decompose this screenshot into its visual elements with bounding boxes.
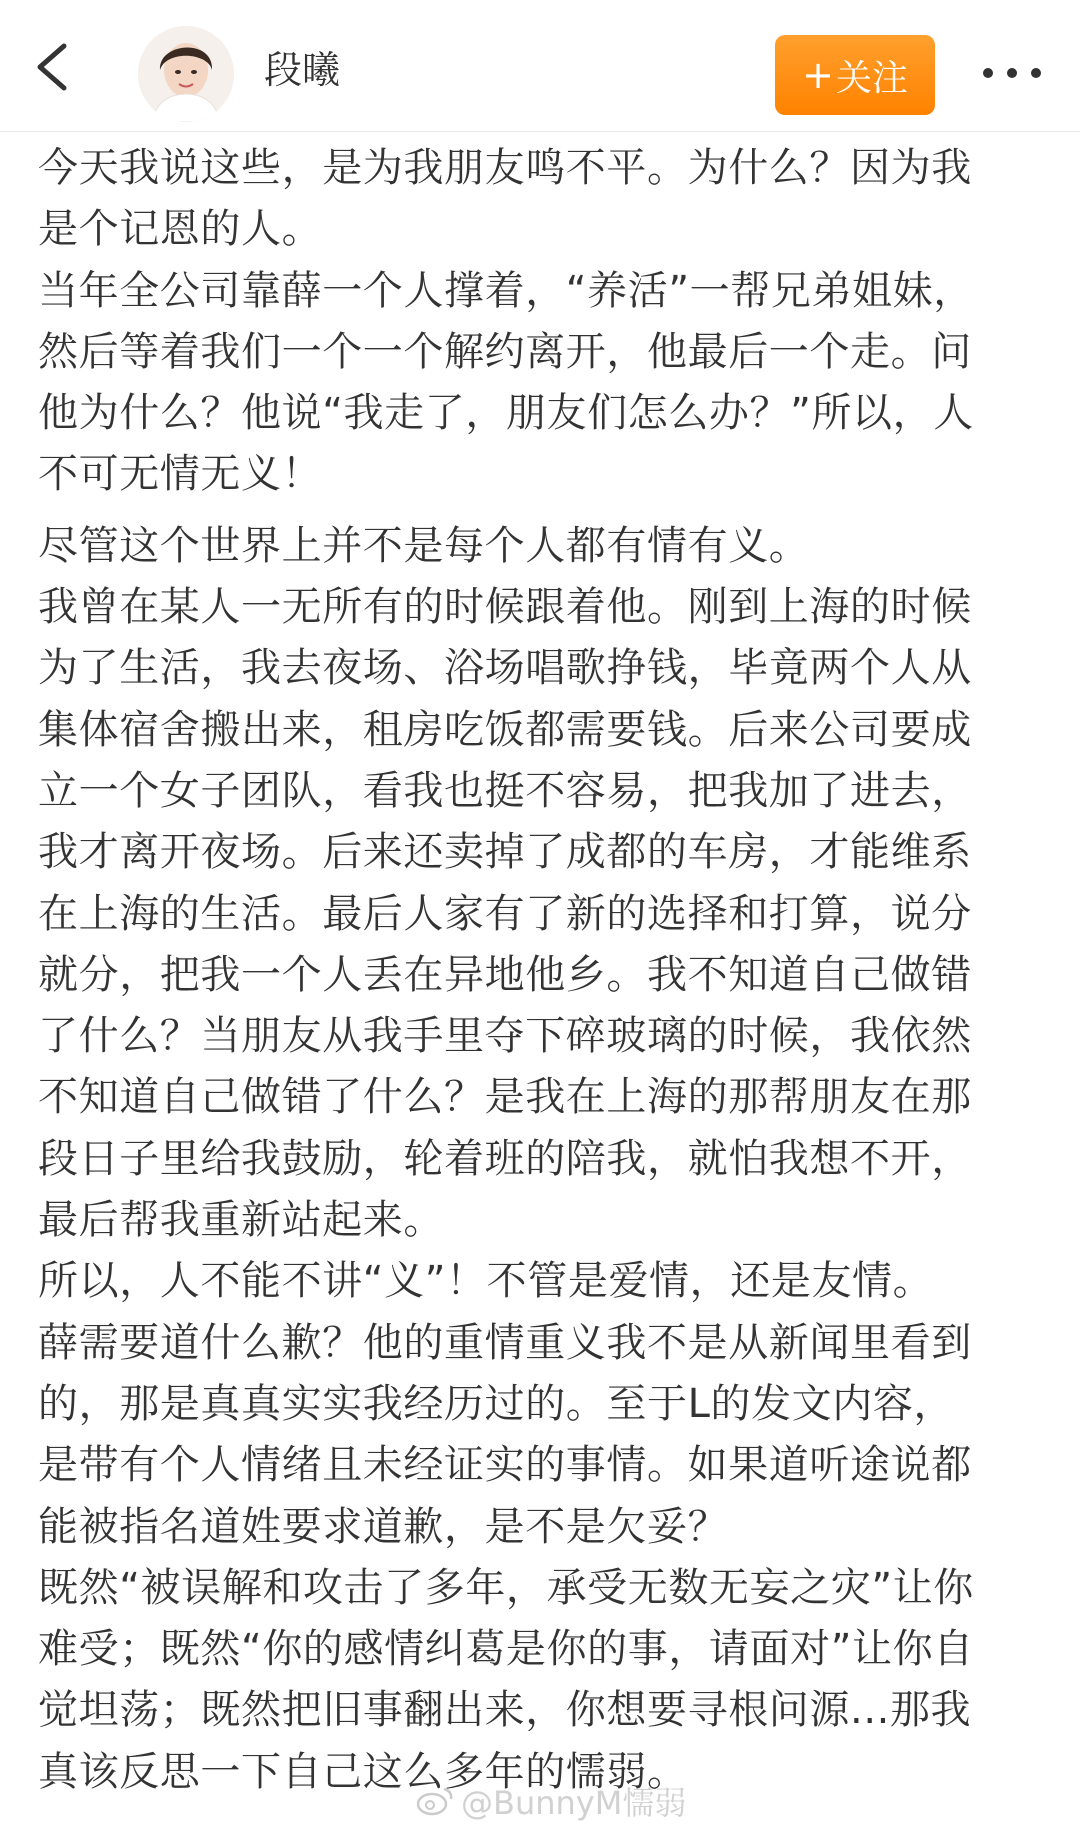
text-line: 然后等着我们一个一个解约离开，他最后一个走。问 bbox=[38, 328, 972, 375]
user-nickname[interactable]: 段曦 bbox=[264, 48, 341, 92]
text-line: 是个记恩的人。 bbox=[38, 206, 323, 253]
text-line: 了什么？当朋友从我手里夺下碎玻璃的时候，我依然 bbox=[38, 1013, 972, 1060]
text-line: 为了生活，我去夜场、浴场唱歌挣钱，毕竟两个人从 bbox=[38, 645, 972, 692]
follow-button[interactable] bbox=[775, 35, 935, 115]
plus-icon: + bbox=[802, 53, 834, 97]
post-paragraph bbox=[38, 138, 1058, 506]
text-line: 在上海的生活。最后人家有了新的选择和打算，说分 bbox=[38, 890, 972, 937]
text-line: 就分，把我一个人丢在异地他乡。我不知道自己做错 bbox=[38, 951, 972, 998]
avatar-image bbox=[138, 26, 234, 122]
text-line: 段日子里给我鼓励，轮着班的陪我，就怕我想不开， bbox=[38, 1135, 972, 1182]
more-dots-icon bbox=[980, 55, 1044, 91]
text-line: 集体宿舍搬出来，租房吃饭都需要钱。后来公司要成 bbox=[38, 706, 972, 753]
text-line: 当年全公司靠薛一个人撑着，“养活”一帮兄弟姐妹， bbox=[38, 267, 974, 314]
text-line: 觉坦荡；既然把旧事翻出来，你想要寻根问源...那我 bbox=[38, 1687, 972, 1734]
text-line: 立一个女子团队，看我也挺不容易，把我加了进去， bbox=[38, 767, 972, 814]
post-body bbox=[38, 138, 1058, 1803]
text-line: 今天我说这些，是为我朋友鸣不平。为什么？因为我 bbox=[38, 145, 972, 191]
chevron-left-icon bbox=[28, 40, 82, 94]
follow-label: 关注 bbox=[835, 57, 908, 99]
text-line: 不知道自己做错了什么？是我在上海的那帮朋友在那 bbox=[38, 1074, 972, 1121]
text-line: 能被指名道姓要求道歉，是不是欠妥？ bbox=[38, 1503, 729, 1550]
text-line: 薛需要道什么歉？他的重情重义我不是从新闻里看到 bbox=[38, 1319, 972, 1366]
paragraph-gap bbox=[38, 506, 1058, 516]
text-line: 所以，人不能不讲“义”！不管是爱情，还是友情。 bbox=[38, 1258, 934, 1305]
text-line: 既然“被误解和攻击了多年，承受无数无妄之灾”让你 bbox=[38, 1564, 974, 1611]
back-button[interactable] bbox=[28, 40, 82, 94]
text-line: 我才离开夜场。后来还卖掉了成都的车房，才能维系 bbox=[38, 829, 972, 876]
avatar[interactable] bbox=[138, 26, 234, 122]
text-line: 的，那是真真实实我经历过的。至于L的发文内容， bbox=[38, 1380, 955, 1427]
top-bar bbox=[0, 0, 1080, 132]
watermark-text: @BunnyM懦弱 bbox=[461, 1784, 687, 1822]
more-button[interactable] bbox=[980, 55, 1044, 91]
text-line: 尽管这个世界上并不是每个人都有情有义。 bbox=[38, 522, 810, 569]
text-line: 最后帮我重新站起来。 bbox=[38, 1197, 444, 1244]
text-line: 难受；既然“你的感情纠葛是你的事，请面对”让你自 bbox=[38, 1626, 974, 1673]
text-line: 不可无情无义！ bbox=[38, 451, 323, 498]
text-line: 真该反思一下自己这么多年的懦弱。 bbox=[38, 1748, 688, 1795]
text-line: 是带有个人情绪且未经证实的事情。如果道听途说都 bbox=[38, 1442, 972, 1489]
watermark bbox=[415, 1778, 686, 1824]
weibo-logo-icon bbox=[415, 1785, 455, 1817]
text-line: 他为什么？他说“我走了，朋友们怎么办？”所以，人 bbox=[38, 390, 974, 437]
text-line: 我曾在某人一无所有的时候跟着他。刚到上海的时候 bbox=[38, 584, 972, 631]
post-paragraph bbox=[38, 516, 1058, 1803]
